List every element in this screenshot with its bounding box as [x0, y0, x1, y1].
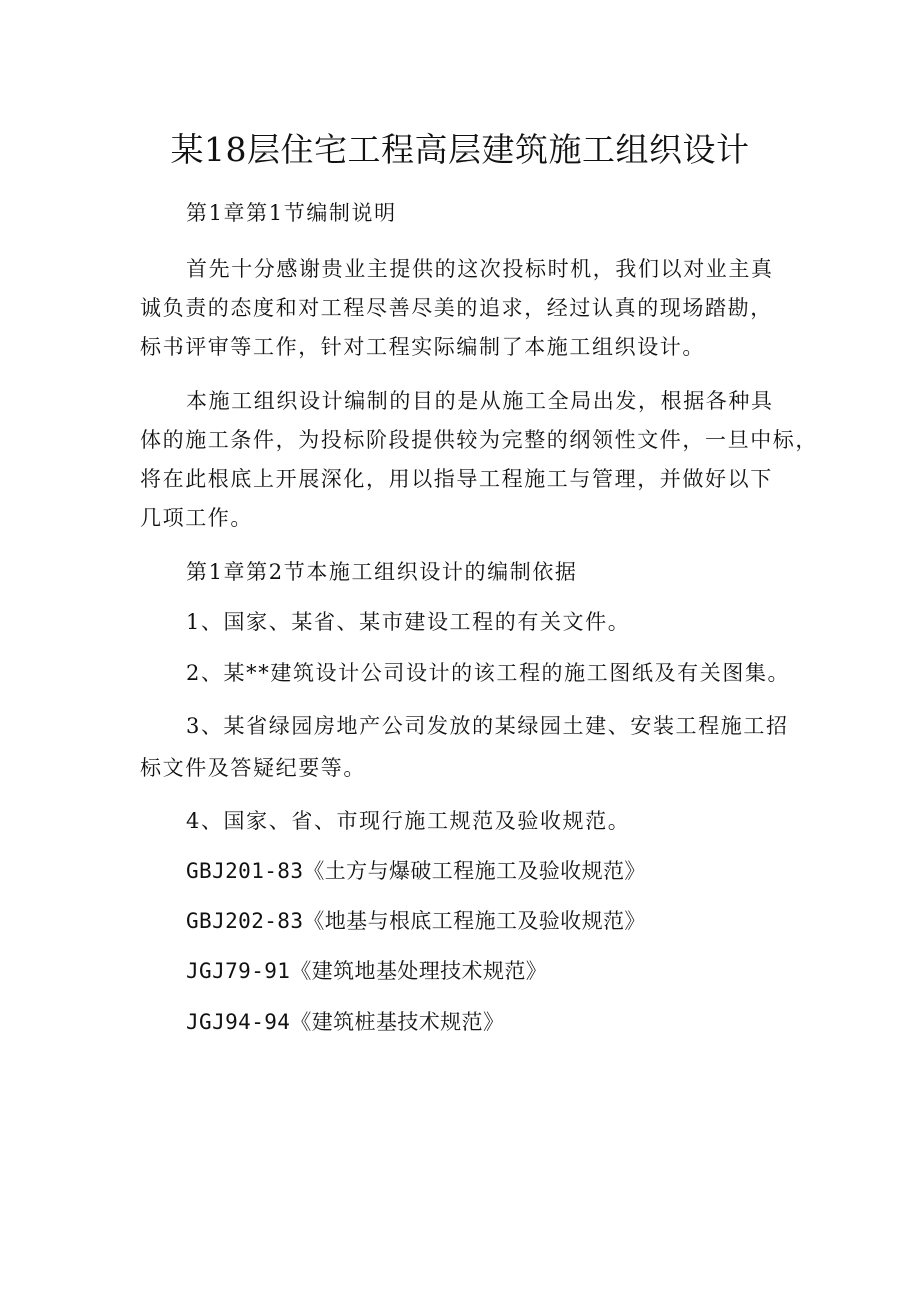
paragraph-1-line-1: 首先十分感谢贵业主提供的这次投标时机，我们以对业主真 [186, 257, 774, 281]
standard-item-4-text: JGJ94-94《建筑桩基技术规范》 [186, 1010, 505, 1034]
list-item-4: 4、国家、省、市现行施工规范及验收规范。 [186, 809, 631, 833]
paragraph-2-line-4: 几项工作。 [140, 506, 253, 530]
paragraph-2-line-1: 本施工组织设计编制的目的是从施工全局出发，根据各种具 [186, 389, 774, 413]
paragraph-1-line-3: 标书评审等工作，针对工程实际编制了本施工组织设计。 [140, 335, 705, 359]
list-item-3-line-2: 标文件及答疑纪要等。 [140, 756, 366, 780]
standard-item-3 [186, 956, 547, 986]
standard-item-2 [186, 906, 646, 936]
standard-item-4 [186, 1007, 504, 1037]
standard-item-2-text: GBJ202-83《地基与根底工程施工及验收规范》 [186, 909, 646, 933]
list-item-1: 1、国家、某省、某市建设工程的有关文件。 [186, 610, 631, 634]
standard-item-3-text: JGJ79-91《建筑地基处理技术规范》 [186, 959, 548, 983]
list-item-2: 2、某**建筑设计公司设计的该工程的施工图纸及有关图集。 [186, 661, 791, 685]
paragraph-1-line-2: 诚负责的态度和对工程尽善尽美的追求，经过认真的现场踏勘， [140, 296, 773, 320]
paragraph-2-line-3: 将在此根底上开展深化，用以指导工程施工与管理，并做好以下 [140, 467, 773, 491]
section-heading-1: 第1章第1节编制说明 [186, 201, 397, 225]
paragraph-2-line-2: 体的施工条件，为投标阶段提供较为完整的纲领性文件，一旦中标， [140, 428, 818, 452]
section-heading-2: 第1章第2节本施工组织设计的编制依据 [186, 560, 578, 584]
list-item-3-line-1: 3、某省绿园房地产公司发放的某绿园土建、安装工程施工招 [186, 714, 789, 738]
document-title: 某18层住宅工程高层建筑施工组织设计 [170, 130, 750, 169]
standard-item-1-text: GBJ201-83《土方与爆破工程施工及验收规范》 [186, 859, 646, 883]
standard-item-1 [186, 856, 646, 886]
